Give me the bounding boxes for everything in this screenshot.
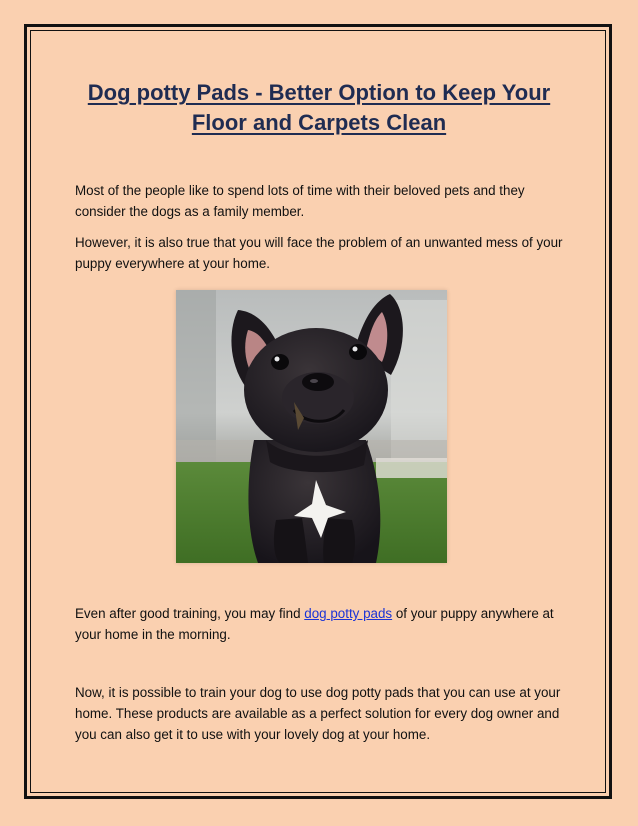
paragraph-solution: Now, it is possible to train your dog to use dog potty pads that you can use at your home. These products are available as a perfect solution for every dog owner and you can also get it to use with your lovely dog at your home. (75, 685, 561, 742)
dog-potty-pads-link[interactable]: dog potty pads (304, 606, 393, 621)
paragraph-intro: Most of the people like to spend lots of time with their beloved pets and they consider the dogs as a family member. (75, 183, 525, 219)
paragraph-training-text-after: of your puppy anywhere at your home in the morning. (75, 606, 554, 642)
paragraph-training (75, 603, 575, 645)
document-title: Dog potty Pads - Better Option to Keep Your Floor and Carpets Clean (87, 80, 551, 135)
dog-photo (176, 290, 447, 563)
paragraph-problem: However, it is also true that you will face the problem of an unwanted mess of your puppy everywhere at your home. (75, 235, 563, 271)
paragraph-training-text-before: Even after good training, you may find (75, 606, 305, 621)
